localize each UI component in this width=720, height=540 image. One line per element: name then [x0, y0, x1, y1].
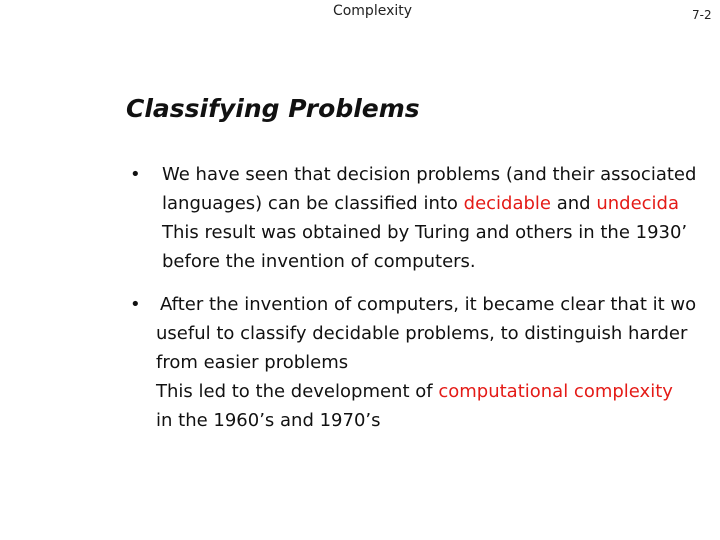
- bullet-line: in the 1960’s and 1970’s: [156, 410, 381, 431]
- highlight-term-undecidable: undecida: [596, 193, 679, 214]
- bullet-line: from easier problems: [156, 352, 349, 373]
- bullet-text: and: [551, 193, 597, 214]
- slide-content: [126, 160, 720, 530]
- bullet-line: This result was obtained by Turing and others in the 1930’: [162, 222, 688, 243]
- bullet-item-decidability: [126, 160, 720, 276]
- bullet-line: We have seen that decision problems (and their associated: [162, 164, 697, 185]
- bullet-line: before the invention of computers.: [162, 251, 476, 272]
- bullet-line: [126, 377, 720, 406]
- bullet-line: useful to classify decidable problems, to distinguish harder: [156, 323, 688, 344]
- highlight-term-computational-complexity: computational complexity: [438, 381, 673, 402]
- bullet-marker: •: [130, 294, 141, 315]
- bullet-line: [126, 189, 720, 218]
- page-number: 7-2: [692, 8, 712, 22]
- bullet-text: languages) can be classified into: [162, 193, 464, 214]
- bullet-text: This led to the development of: [156, 381, 439, 402]
- slide-title: Classifying Problems: [126, 94, 420, 123]
- bullet-item-complexity: [126, 290, 720, 435]
- bullet-line: After the invention of computers, it became clear that it wo: [160, 294, 697, 315]
- slide-header-title: Complexity: [332, 3, 413, 19]
- bullet-marker: •: [130, 164, 141, 185]
- highlight-term-decidable: decidable: [463, 193, 552, 214]
